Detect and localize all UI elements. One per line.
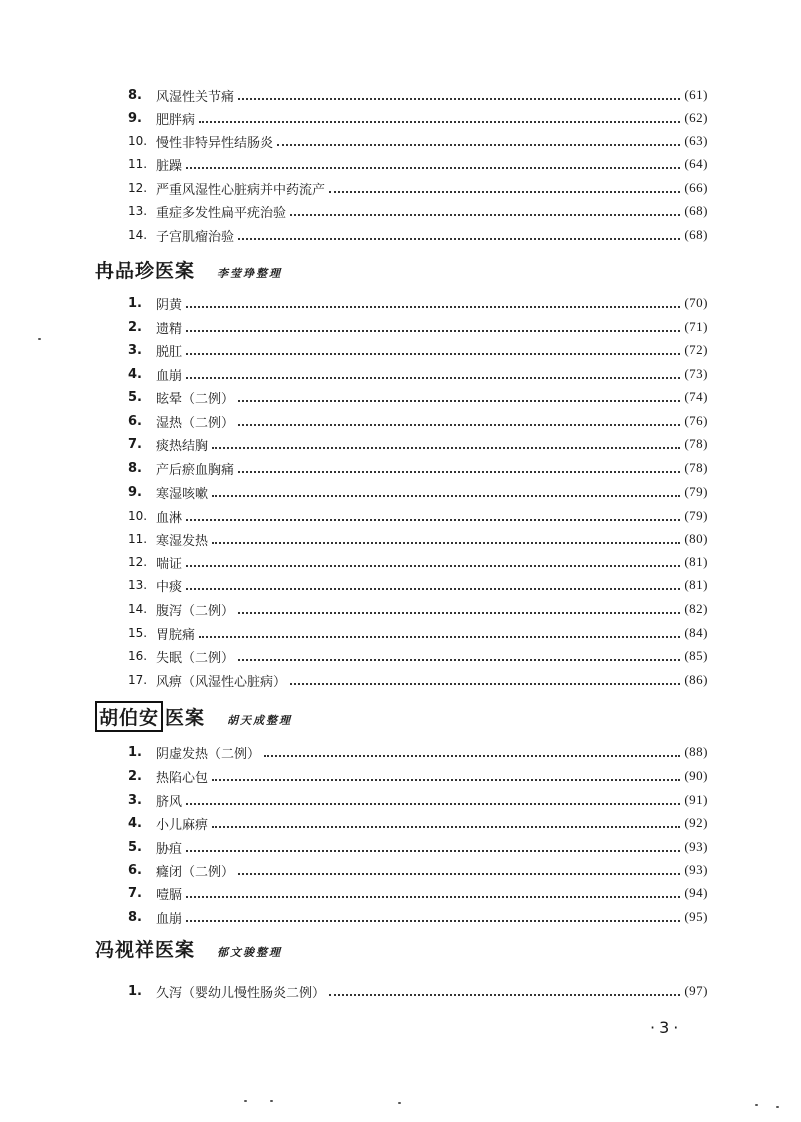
entry-title: 子宫肌瘤治验 — [156, 229, 235, 245]
entry-title: 喘证 — [156, 556, 183, 572]
entry-number: 8. — [128, 87, 142, 103]
entry-number: 12. — [128, 181, 148, 195]
leader-dots — [238, 423, 680, 426]
leader-dots — [238, 658, 680, 661]
entry-page: (97) — [684, 983, 708, 998]
entry-page: (86) — [684, 672, 708, 687]
entry-title: 脏躁 — [156, 158, 183, 174]
entry-page: (79) — [684, 484, 708, 499]
entry-number: 8. — [128, 909, 142, 925]
leader-dots — [186, 305, 680, 308]
page-number: ·3· — [650, 1018, 683, 1037]
leader-dots — [238, 611, 680, 614]
entry-title: 失眠（二例） — [156, 650, 235, 666]
heading-suffix: 医案 — [155, 260, 196, 282]
entry-page: (78) — [684, 436, 708, 451]
scan-speck — [398, 1102, 401, 1104]
toc-entry[interactable] — [128, 812, 708, 834]
toc-entry[interactable] — [128, 598, 708, 620]
entry-page: (71) — [684, 319, 708, 334]
entry-page: (84) — [684, 625, 708, 640]
leader-dots — [238, 872, 680, 875]
entry-page: (81) — [684, 554, 708, 569]
leader-dots — [199, 635, 680, 638]
entry-page: (81) — [684, 577, 708, 592]
scan-speck — [244, 1100, 247, 1102]
toc-entry[interactable] — [128, 836, 708, 858]
entry-page: (62) — [684, 110, 708, 125]
entry-page: (95) — [684, 909, 708, 924]
section-heading — [95, 935, 282, 965]
scan-speck — [755, 1104, 758, 1106]
heading-editor: 李莹琤整理 — [217, 267, 283, 280]
toc-entry[interactable] — [128, 363, 708, 385]
toc-entry[interactable] — [128, 292, 708, 314]
leader-dots — [186, 166, 680, 169]
entry-number: 11. — [128, 157, 148, 171]
entry-number: 1. — [128, 744, 142, 760]
leader-dots — [212, 446, 680, 449]
leader-dots — [212, 778, 680, 781]
toc-entry[interactable] — [128, 505, 708, 527]
entry-number: 1. — [128, 295, 142, 311]
entry-number: 4. — [128, 366, 142, 382]
entry-number: 10. — [128, 509, 148, 523]
entry-page: (61) — [684, 87, 708, 102]
leader-dots — [186, 564, 680, 567]
toc-entry[interactable] — [128, 882, 708, 904]
toc-entry[interactable] — [128, 410, 708, 432]
leader-dots — [186, 352, 680, 355]
entry-number: 6. — [128, 413, 142, 429]
entry-page: (79) — [684, 508, 708, 523]
entry-number: 9. — [128, 484, 142, 500]
entry-title: 血崩 — [156, 911, 183, 927]
toc-entry[interactable] — [128, 457, 708, 479]
toc-entry[interactable] — [128, 107, 708, 129]
leader-dots — [186, 587, 680, 590]
entry-page: (93) — [684, 862, 708, 877]
entry-page: (85) — [684, 648, 708, 663]
entry-page: (93) — [684, 839, 708, 854]
entry-page: (76) — [684, 413, 708, 428]
entry-title: 噎膈 — [156, 887, 183, 903]
heading-editor: 郁文骏整理 — [217, 946, 283, 959]
leader-dots — [264, 754, 680, 757]
toc-entry[interactable] — [128, 622, 708, 644]
entry-number: 8. — [128, 460, 142, 476]
toc-entry[interactable] — [128, 528, 708, 550]
entry-page: (66) — [684, 180, 708, 195]
entry-page: (88) — [684, 744, 708, 759]
leader-dots — [199, 120, 680, 123]
toc-entry[interactable] — [128, 859, 708, 881]
leader-dots — [186, 849, 680, 852]
toc-entry[interactable] — [128, 84, 708, 106]
leader-dots — [290, 682, 680, 685]
leader-dots — [186, 919, 680, 922]
entry-title: 阴虚发热（二例） — [156, 746, 261, 762]
leader-dots — [212, 494, 680, 497]
entry-title: 脐风 — [156, 794, 183, 810]
entry-page: (94) — [684, 885, 708, 900]
leader-dots — [329, 993, 680, 996]
toc-entry[interactable] — [128, 574, 708, 596]
leader-dots — [290, 213, 680, 216]
leader-dots — [186, 376, 680, 379]
entry-number: 5. — [128, 839, 142, 855]
entry-number: 3. — [128, 342, 142, 358]
entry-title: 血淋 — [156, 510, 183, 526]
entry-number: 16. — [128, 649, 148, 663]
toc-entry[interactable] — [128, 153, 708, 175]
scan-speck — [38, 338, 41, 340]
entry-page: (82) — [684, 601, 708, 616]
leader-dots — [277, 143, 680, 146]
entry-number: 12. — [128, 555, 148, 569]
entry-title: 癃闭（二例） — [156, 864, 235, 880]
entry-number: 2. — [128, 319, 142, 335]
entry-number: 13. — [128, 578, 148, 592]
entry-page: (78) — [684, 460, 708, 475]
entry-number: 17. — [128, 673, 148, 687]
heading-name: 冯视祥 — [95, 939, 156, 961]
section-heading — [95, 701, 292, 731]
toc-entry[interactable] — [128, 481, 708, 503]
entry-title: 阴黄 — [156, 297, 183, 313]
toc-entry[interactable] — [128, 551, 708, 573]
leader-dots — [186, 329, 680, 332]
leader-dots — [238, 237, 680, 240]
toc-entry[interactable] — [128, 433, 708, 455]
toc-entry[interactable] — [128, 200, 708, 222]
entry-page: (72) — [684, 342, 708, 357]
entry-title: 眩晕（二例） — [156, 391, 235, 407]
heading-suffix: 医案 — [165, 707, 206, 729]
leader-dots — [186, 518, 680, 521]
leader-dots — [238, 399, 680, 402]
toc-entry[interactable] — [128, 316, 708, 338]
toc-entry[interactable] — [128, 339, 708, 361]
leader-dots — [186, 895, 680, 898]
heading-suffix: 医案 — [155, 939, 196, 961]
entry-number: 7. — [128, 436, 142, 452]
leader-dots — [238, 97, 680, 100]
toc-entry[interactable] — [128, 130, 708, 152]
entry-title: 胁疽 — [156, 841, 183, 857]
entry-title: 重症多发性扁平疣治验 — [156, 205, 287, 221]
toc-entry[interactable] — [128, 669, 708, 691]
entry-page: (91) — [684, 792, 708, 807]
entry-page: (73) — [684, 366, 708, 381]
entry-number: 15. — [128, 626, 148, 640]
entry-page: (64) — [684, 156, 708, 171]
toc-entry[interactable] — [128, 177, 708, 199]
leader-dots — [329, 190, 680, 193]
toc-entry[interactable] — [128, 645, 708, 667]
entry-page: (90) — [684, 768, 708, 783]
entry-number: 5. — [128, 389, 142, 405]
entry-title: 慢性非特异性结肠炎 — [156, 135, 274, 151]
entry-title: 风湿性关节痛 — [156, 89, 235, 105]
toc-entry[interactable] — [128, 765, 708, 787]
toc-entry[interactable] — [128, 386, 708, 408]
entry-number: 7. — [128, 885, 142, 901]
entry-number: 2. — [128, 768, 142, 784]
heading-name: 胡伯安 — [95, 701, 163, 732]
entry-number: 4. — [128, 815, 142, 831]
heading-name: 冉品珍 — [95, 260, 156, 282]
entry-number: 6. — [128, 862, 142, 878]
leader-dots — [212, 541, 680, 544]
entry-page: (63) — [684, 133, 708, 148]
entry-page: (70) — [684, 295, 708, 310]
entry-title: 小儿麻痹 — [156, 817, 209, 833]
entry-page: (80) — [684, 531, 708, 546]
entry-title: 脱肛 — [156, 344, 183, 360]
entry-title: 风痹（风湿性心脏病） — [156, 674, 287, 690]
entry-title: 胃脘痛 — [156, 627, 196, 643]
toc-entry[interactable] — [128, 789, 708, 811]
entry-title: 痰热结胸 — [156, 438, 209, 454]
entry-page: (68) — [684, 227, 708, 242]
entry-page: (92) — [684, 815, 708, 830]
entry-title: 遗精 — [156, 321, 183, 337]
entry-number: 14. — [128, 602, 148, 616]
leader-dots — [186, 802, 680, 805]
heading-editor: 胡天成整理 — [227, 714, 293, 727]
entry-title: 热陷心包 — [156, 770, 209, 786]
leader-dots — [238, 470, 680, 473]
leader-dots — [212, 825, 680, 828]
entry-title: 寒湿发热 — [156, 533, 209, 549]
entry-number: 13. — [128, 204, 148, 218]
entry-title: 腹泻（二例） — [156, 603, 235, 619]
entry-title: 产后瘀血胸痛 — [156, 462, 235, 478]
toc-entry[interactable] — [128, 741, 708, 763]
entry-page: (74) — [684, 389, 708, 404]
entry-number: 9. — [128, 110, 142, 126]
entry-number: 14. — [128, 228, 148, 242]
entry-title: 肥胖病 — [156, 112, 196, 128]
toc-entry[interactable] — [128, 224, 708, 246]
section-heading — [95, 256, 282, 286]
entry-title: 久泻（婴幼儿慢性肠炎二例） — [156, 985, 326, 1001]
entry-number: 1. — [128, 983, 142, 999]
entry-number: 3. — [128, 792, 142, 808]
entry-number: 10. — [128, 134, 148, 148]
entry-title: 严重风湿性心脏病并中药流产 — [156, 182, 326, 198]
entry-title: 湿热（二例） — [156, 415, 235, 431]
scan-speck — [270, 1100, 273, 1102]
entry-number: 11. — [128, 532, 148, 546]
scan-speck — [776, 1106, 779, 1108]
toc-entry[interactable] — [128, 980, 708, 1002]
entry-title: 中痰 — [156, 579, 183, 595]
toc-entry[interactable] — [128, 906, 708, 928]
entry-title: 寒湿咳嗽 — [156, 486, 209, 502]
entry-title: 血崩 — [156, 368, 183, 384]
entry-page: (68) — [684, 203, 708, 218]
